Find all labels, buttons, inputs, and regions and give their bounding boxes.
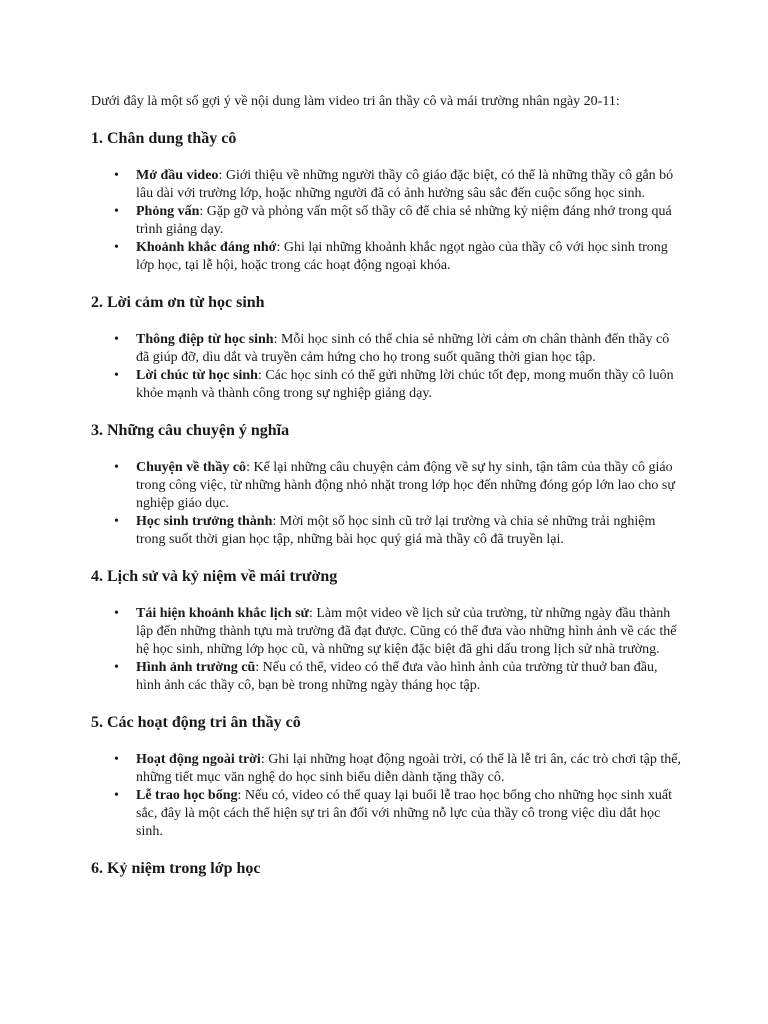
bullet-text: : Giới thiệu về những người thầy cô giáo đặc biệt, có thể là những thầy cô gắn bó lâu dài với trường lớp, hoặc những người đã có ảnh hưởng sâu sắc đến cuộc sống học sinh. [136, 168, 674, 201]
bullet-list [91, 605, 681, 695]
bullet-icon: • [114, 168, 119, 183]
bullet-icon: • [114, 606, 119, 621]
bullet-term: Mở đầu video [136, 168, 219, 183]
section-heading: 6. Kỷ niệm trong lớp học [91, 860, 261, 877]
bullet-item [91, 367, 681, 403]
bullet-item [91, 605, 681, 659]
bullet-text: : Ghi lại những khoảnh khắc ngọt ngào của thầy cô với học sinh trong lớp học, tại lễ hội, hoặc trong các hoạt động ngoại khóa. [136, 240, 668, 273]
bullet-term: Khoảnh khắc đáng nhớ [136, 240, 277, 255]
bullet-list [91, 331, 681, 403]
intro-paragraph: Dưới đây là một số gợi ý về nội dung làm video tri ân thầy cô và mái trường nhân ngày 20-11: [91, 94, 620, 109]
section-heading: 1. Chân dung thầy cô [91, 130, 237, 147]
bullet-icon: • [114, 788, 119, 803]
bullet-list [91, 167, 681, 275]
section-heading: 4. Lịch sử và kỷ niệm về mái trường [91, 568, 338, 585]
bullet-icon: • [114, 752, 119, 767]
bullet-icon: • [114, 460, 119, 475]
bullet-item [91, 787, 681, 841]
bullet-term: Tái hiện khoảnh khắc lịch sử [136, 606, 309, 621]
bullet-text: : Mỗi học sinh có thể chia sẻ những lời cảm ơn chân thành đến thầy cô đã giúp đỡ, dìu dắt và truyền cảm hứng cho họ trong suốt quãng thời gian học tập. [136, 332, 670, 365]
bullet-term: Hình ảnh trường cũ [136, 660, 256, 675]
bullet-item [91, 659, 681, 695]
bullet-icon: • [114, 332, 119, 347]
bullet-term: Hoạt động ngoài trời [136, 752, 261, 767]
bullet-text: : Kể lại những câu chuyện cảm động về sự hy sinh, tận tâm của thầy cô giáo trong công việc, từ những hành động nhỏ nhặt trong lớp học đến những đóng góp lớn lao cho sự nghiệp giáo dục. [136, 460, 675, 511]
bullet-term: Học sinh trưởng thành [136, 514, 273, 529]
bullet-item [91, 203, 681, 239]
bullet-term: Chuyện về thầy cô [136, 460, 247, 475]
bullet-text: : Mời một số học sinh cũ trở lại trường và chia sẻ những trải nghiệm trong suốt thời gian học tập, những bài học quý giá mà thầy cô đã truyền lại. [136, 514, 656, 547]
bullet-item [91, 459, 681, 513]
bullet-term: Lời chúc từ học sinh [136, 368, 258, 383]
bullet-item [91, 167, 681, 203]
bullet-text: : Nếu có, video có thể quay lại buổi lễ trao học bổng cho những học sinh xuất sắc, đây là một cách thể hiện sự tri ân đối với những nỗ lực của thầy cô trong việc dìu dắt học sinh. [136, 788, 672, 839]
bullet-icon: • [114, 368, 119, 383]
bullet-text: : Làm một video về lịch sử của trường, từ những ngày đầu thành lập đến những thành tựu mà trường đã đạt được. Cũng có thể đưa vào những hình ảnh về các thế hệ học sinh, những lớp học cũ, và những sự kiện đặc biệt đã ghi dấu trong lịch sử nhà trường. [136, 606, 677, 657]
bullet-text: : Nếu có thể, video có thể đưa vào hình ảnh của trường từ thuở ban đầu, hình ảnh các thầy cô, bạn bè trong những ngày tháng học tập. [136, 660, 658, 693]
bullet-list [91, 751, 681, 841]
bullet-term: Thông điệp từ học sinh [136, 332, 274, 347]
bullet-icon: • [114, 204, 119, 219]
bullet-text: : Các học sinh có thể gửi những lời chúc tốt đẹp, mong muốn thầy cô luôn khỏe mạnh và thành công trong sự nghiệp giảng dạy. [136, 368, 674, 401]
bullet-list [91, 459, 681, 549]
bullet-icon: • [114, 514, 119, 529]
bullet-item [91, 331, 681, 367]
bullet-item [91, 513, 681, 549]
section-heading: 2. Lời cảm ơn từ học sinh [91, 294, 265, 311]
bullet-item [91, 751, 681, 787]
bullet-item [91, 239, 681, 275]
bullet-icon: • [114, 240, 119, 255]
bullet-text: : Gặp gỡ và phỏng vấn một số thầy cô để chia sẻ những kỷ niệm đáng nhớ trong quá trình giảng dạy. [136, 204, 672, 237]
bullet-icon: • [114, 660, 119, 675]
section-heading: 5. Các hoạt động tri ân thầy cô [91, 714, 301, 731]
bullet-term: Lễ trao học bổng [136, 788, 238, 803]
bullet-text: : Ghi lại những hoạt động ngoài trời, có thể là lễ tri ân, các trò chơi tập thể, những tiết mục văn nghệ do học sinh biểu diễn dành tặng thầy cô. [136, 752, 681, 785]
bullet-term: Phỏng vấn [136, 204, 200, 219]
document-page [91, 93, 681, 897]
section-heading: 3. Những câu chuyện ý nghĩa [91, 422, 290, 439]
